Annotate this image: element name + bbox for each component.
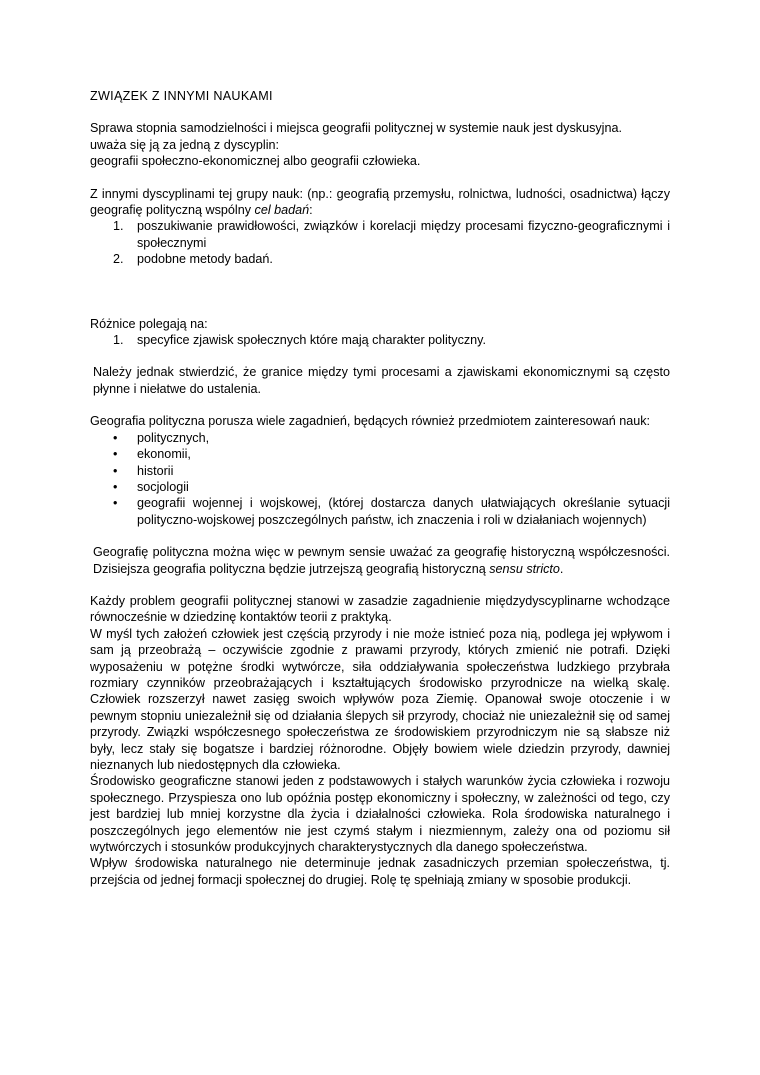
group-lead: Z innymi dyscyplinami tej grupy nauk: (np.: geografią przemysłu, rolnictwa, ludności, osadnictwa) łączy geografię polityczną wspólny cel badań: bbox=[90, 186, 670, 218]
document-page bbox=[90, 88, 670, 888]
group-list bbox=[90, 218, 670, 267]
topics-list bbox=[90, 430, 670, 528]
intro-line: geografii społeczno-ekonomicznej albo geografii człowieka. bbox=[90, 154, 421, 169]
body-paragraph: Środowisko geograficzne stanowi jeden z podstawowych i stałych warunków życia człowieka i rozwoju społecznego. Przyspiesza ono lub opóźnia postęp ekonomiczny i społeczny, w zależności od tego, czy jest bardziej lub mniej korzystne dla życia i działalności człowieka. Rola środowiska naturalnego i poszczególnych jego elementów nie jest czymś stałym i niezmiennym, zależy ona od poziomu sił wytwórczych i stosunków produkcyjnych charakterystycznych dla danego społeczeństwa. bbox=[90, 774, 670, 855]
intro-line: Sprawa stopnia samodzielności i miejsca geografii politycznej w systemie nauk jest dyskusyjna. bbox=[90, 121, 622, 136]
list-item: • geografii wojennej i wojskowej, (której dostarcza danych ułatwiających określanie sytuacji polityczno-wojskowej poszczególnych państw, ich znaczenia i roli w działaniach wojennych) bbox=[113, 496, 670, 527]
list-item: 1. specyfice zjawisk społecznych które mają charakter polityczny. bbox=[113, 333, 487, 348]
body-paragraph: W myśl tych założeń człowiek jest częścią przyrody i nie może istnieć poza nią, podlega jej wpływom i sam ją przeobrażą – oczywiście zgodnie z prawami przyrody, których zmienić nie potrafi. Dzięki wyposażeniu w potężne środki wytwórcze, siła oddziaływania społeczeństwa ludzkiego przybrała rozmiary czynników przeobrażających i kształtujących środowisko przyrodnicze na wielką skalę. Człowiek rozszerzył nawet zasięg swoich wpływów poza Ziemię. Opanował swoje otoczenie i w pewnym stopniu uniezależnił się od działania ślepych sił przyrody, chociaż nie uniezależnił się od samej przyrody. Związki współczesnego społeczeństwa ze środowiskiem przyrodniczym nie są słabsze niż były, lecz stały się bogatsze i bardziej różnorodne. Objęły bowiem wiele dziedzin przyrody, dawniej nieznanych lub niedostępnych dla człowieka. bbox=[90, 626, 670, 772]
differences-list bbox=[90, 332, 670, 348]
note-paragraph: Należy jednak stwierdzić, że granice między tymi procesami a zjawiskami ekonomicznymi są często płynne i niełatwe do ustalenia. bbox=[93, 365, 670, 396]
history-paragraph: Geografię polityczna można więc w pewnym sensie uważać za geografię historyczną współczesności. Dzisiejsza geografia polityczna będzie jutrzejszą geografią historyczną sensu stricto. bbox=[93, 545, 670, 576]
list-item: • politycznych, bbox=[113, 430, 210, 445]
differences-lead: Różnice polegają na: bbox=[90, 316, 208, 331]
document-title: ZWIĄZEK Z INNYMI NAUKAMI bbox=[90, 89, 273, 103]
list-item: 2. podobne metody badań. bbox=[113, 252, 273, 267]
intro-line: uważa się ją za jedną z dyscyplin: bbox=[90, 137, 280, 152]
list-item: 1. poszukiwanie prawidłowości, związków i korelacji między procesami fizyczno-geograficznymi i społecznymi bbox=[113, 219, 670, 250]
list-item: • historii bbox=[113, 463, 174, 478]
body-paragraph: Wpływ środowiska naturalnego nie determinuje jednak zasadniczych przemian społeczeństwa, tj. przejścia od jednej formacji społecznej do drugiej. Rolę tę spełniają zmiany w sposobie produkcji. bbox=[90, 856, 670, 887]
list-item: • socjologii bbox=[113, 479, 189, 494]
list-item: • ekonomii, bbox=[113, 447, 191, 462]
body-paragraph: Każdy problem geografii politycznej stanowi w zasadzie zagadnienie międzydyscyplinarne wchodzące równocześnie w dziedzinę kontaktów teorii z praktyką. bbox=[90, 593, 670, 625]
topics-lead: Geografia polityczna porusza wiele zagadnień, będących również przedmiotem zainteresowań nauk: bbox=[90, 414, 651, 429]
